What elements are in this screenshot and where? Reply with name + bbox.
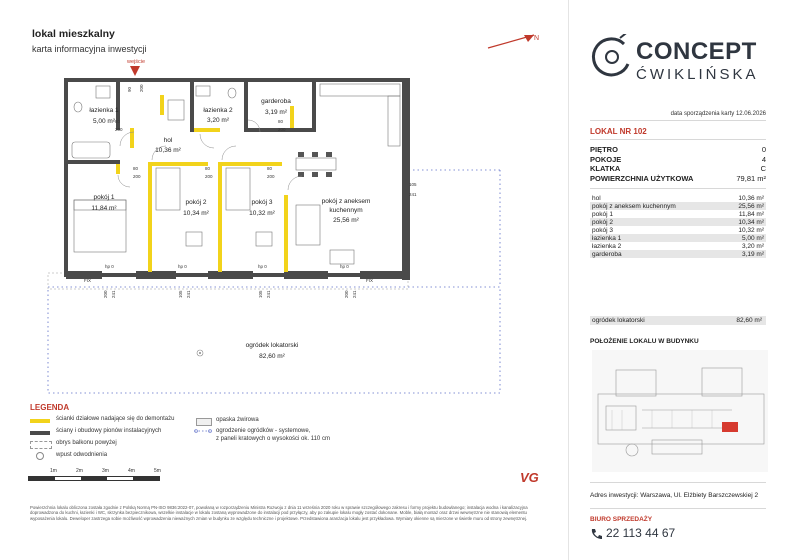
dim-label: 80: [115, 119, 121, 124]
dim-label: hp 0: [340, 264, 349, 269]
scale-label: 5m: [154, 468, 161, 474]
scale-label: 4m: [128, 468, 135, 474]
document-title: lokal mieszkalny: [32, 28, 115, 40]
lokal-info-table: [590, 145, 766, 183]
sales-office-title: BIURO SPRZEDAŻY: [590, 516, 653, 523]
legend-swatch-dark: [30, 431, 50, 435]
table-row: KLATKA C: [590, 164, 766, 174]
dim-label: 241: [111, 290, 116, 298]
room-area: 3,19 m²: [264, 109, 288, 116]
phone-icon: [590, 528, 602, 540]
brand-name: CONCEPT: [636, 38, 757, 65]
table-row: łazienka 1 5,00 m²: [592, 234, 764, 242]
card-date: data sporządzenia karty 12.06.2026: [670, 111, 766, 117]
lokal-title: LOKAL NR 102: [590, 127, 647, 136]
table-row: PIĘTRO 0: [590, 145, 766, 155]
dim-label: 200: [278, 127, 286, 132]
room-label: ogródek lokatorski: [245, 342, 299, 349]
drain-legend-icon: [36, 452, 44, 460]
dim-label: FIX: [84, 278, 92, 283]
dim-label: hp 0: [258, 264, 267, 269]
concept-logo-icon: [590, 34, 634, 80]
room-area: 10,36 m²: [155, 147, 181, 154]
dim-label: 200: [133, 174, 141, 179]
room-area: 25,56 m²: [333, 217, 359, 224]
table-row: hol 10,36 m²: [592, 194, 764, 202]
legend-swatch-gravel: [196, 418, 212, 426]
lokal-position-marker: [722, 422, 738, 432]
dim-label: hp 0: [178, 264, 187, 269]
dim-label: 241: [352, 290, 357, 298]
room-area: 10,34 m²: [183, 210, 209, 217]
legend-item: wpust odwodnienia: [56, 452, 108, 458]
legend-title: LEGENDA: [30, 403, 70, 412]
dim-label: 105: [409, 182, 417, 187]
dim-label: 90: [127, 86, 132, 92]
footer-disclaimer: Powierzchnia lokalu obliczona została zgodnie z Polską Normą PN-ISO 9836:2022-07, powołaną w rozporządzeniu Ministra Rozwoju z dnia 11 września 2020 roku w sprawie szczegółowego zakresu i formy projektu budowlanego; instalacja wodna i kanalizacyjna doprowadzona do kuchni, łazienki i WC, skrzynka bezpiecznikowa, wszelkie instalacje w lokalu zostaną wyprowadzone do instalacji pod przyłączy, aby po zakupie lokalu mogły zostać dokonane. Moble, białą montaż oraz drzwi wewnętrzne nie stanowią elementu wyposażenia lokalu. Deweloper zastrzega sobie możliwość wprowadzenia nieważnych zmian w budynku ze względu techniczne i projektowe. Przedstawiona aranżacja lokalu jest przykładowa. Wymiary okienne są mierzone w świetle muru od strony zewnętrznej.: [30, 505, 528, 521]
entrance-label: wejście: [127, 59, 146, 65]
rooms-table: [590, 194, 766, 258]
scale-label: 3m: [102, 468, 109, 474]
dim-label: FIX: [366, 278, 374, 283]
building-position-map: [592, 350, 768, 472]
scale-bar: [28, 476, 160, 481]
garden-row: ogródek lokatorski 82,60 m²: [590, 316, 766, 325]
room-area: 82,60 m²: [259, 353, 285, 360]
dim-label: 80: [205, 166, 211, 171]
brand-subtitle: ĆWIKLIŃSKA: [636, 66, 759, 83]
dim-label: 80: [133, 166, 139, 171]
room-label: hol: [163, 137, 173, 144]
legend-item: z paneli kratowych o wysokości ok. 110 cm: [216, 436, 330, 442]
north-label: N: [534, 35, 540, 42]
room-area: 5,00 m²: [92, 118, 116, 125]
legend-item: ogrodzenie ogródków - systemowe,: [216, 428, 311, 434]
dim-label: 200: [103, 290, 108, 298]
table-row: pokój 3 10,32 m²: [592, 226, 764, 234]
table-row: łazienka 2 3,20 m²: [592, 242, 764, 250]
position-title: POŁOŻENIE LOKALU W BUDYNKU: [590, 338, 699, 345]
dim-label: 105: [178, 290, 183, 298]
scale-label: 1m: [50, 468, 57, 474]
room-label: łazienka 1: [89, 107, 119, 114]
sales-phone[interactable]: 22 113 44 67: [606, 526, 676, 540]
dim-label: 200: [267, 174, 275, 179]
table-row: pokój 1 11,84 m²: [592, 210, 764, 218]
dim-label: hp 0: [105, 264, 114, 269]
room-label: pokój 1: [93, 194, 115, 201]
legend-swatch-balcony: [30, 441, 52, 449]
legend-swatch-yellow: [30, 419, 50, 423]
dim-label: 105: [258, 290, 263, 298]
document-subtitle: karta informacyjna inwestycji: [32, 44, 147, 54]
dim-label: 200: [139, 84, 144, 92]
vg-logo: VG: [520, 470, 539, 485]
dim-label: 200: [205, 174, 213, 179]
dim-label: 241: [186, 290, 191, 298]
room-label: kuchennym: [329, 207, 363, 214]
info-panel: [568, 0, 792, 560]
room-label: pokój z aneksem: [321, 198, 371, 205]
dim-label: 241: [409, 192, 417, 197]
legend-item: ścianki działowe nadające się do demontażu: [56, 416, 175, 422]
table-row: garderoba 3,19 m²: [592, 250, 764, 258]
room-area: 3,20 m²: [206, 117, 230, 124]
dim-label: 200: [344, 290, 349, 298]
garden-fence: [48, 287, 500, 393]
dim-label: 80: [278, 119, 284, 124]
fence-legend-icon: [194, 428, 212, 434]
dim-label: 241: [266, 290, 271, 298]
room-label: łazienka 2: [203, 107, 233, 114]
legend-item: opaska żwirowa: [216, 417, 259, 423]
table-row: pokój z aneksem kuchennym 25,56 m²: [592, 202, 764, 210]
room-label: garderoba: [261, 98, 291, 105]
table-row: POWIERZCHNIA UŻYTKOWA 79,81 m²: [590, 173, 766, 183]
table-row: POKOJE 4: [590, 154, 766, 164]
table-row: pokój 2 10,34 m²: [592, 218, 764, 226]
room-area: 10,32 m²: [249, 210, 275, 217]
room-label: pokój 2: [185, 199, 207, 206]
entrance-arrow-icon: [130, 66, 140, 76]
scale-label: 2m: [76, 468, 83, 474]
room-area: 11,84 m²: [91, 205, 117, 212]
legend-item: ściany i obudowy pionów instalacyjnych: [56, 428, 162, 434]
legend-item: obrys balkonu powyżej: [56, 440, 117, 446]
investment-address: Adres inwestycji: Warszawa, Ul. Elżbiety Barszczewskiej 2: [590, 492, 759, 499]
dim-label: 80: [267, 166, 273, 171]
dim-label: 200: [115, 127, 123, 132]
room-label: pokój 3: [251, 199, 273, 206]
